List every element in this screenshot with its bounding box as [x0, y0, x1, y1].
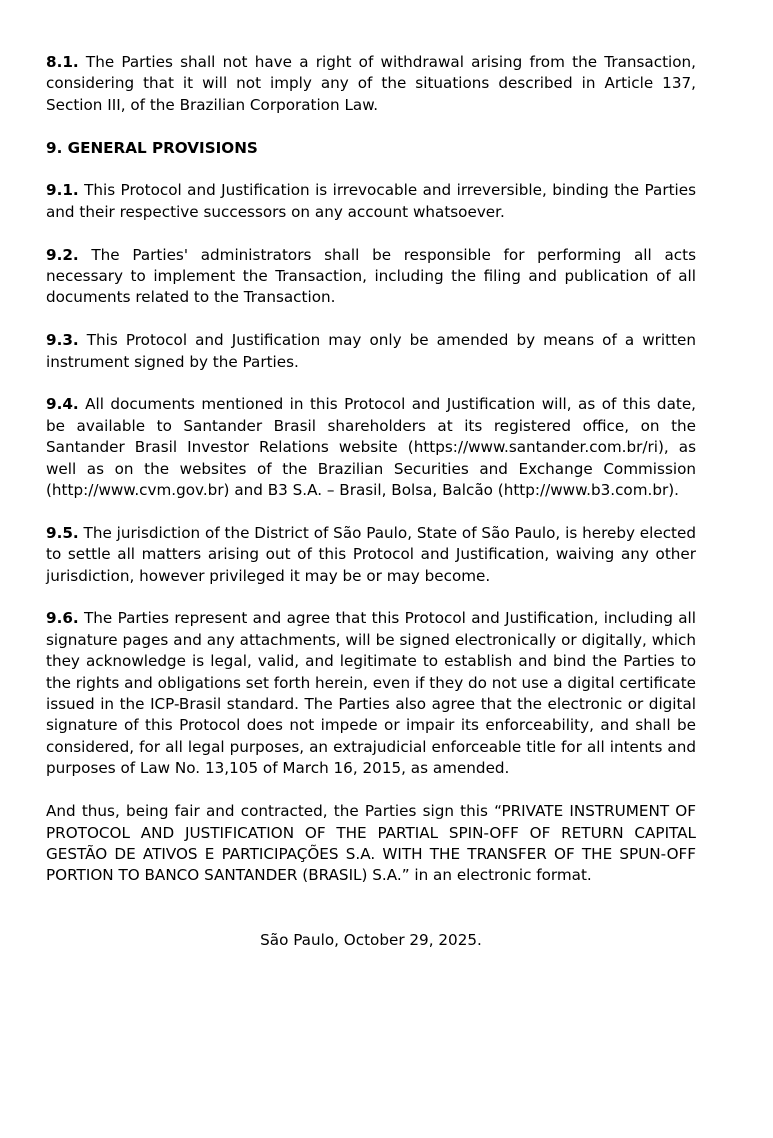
provision-number: 9.5.: [46, 523, 79, 542]
provision-text: All documents mentioned in this Protocol and Justification will, as of this date, be available to Santander Brasil shareholders at its registered office, on the Santander Brasil Investor Relations website (https://www.santander.com.br/ri), as well as on the websites of the Brazilian Securities and Exchange Commission (http://www.cvm.gov.br) and B3 S.A. – Brasil, Bolsa, Balcão (http://www.b3.com.br).: [46, 395, 697, 500]
section-8-1: [46, 52, 696, 116]
provision-9-3: [46, 330, 696, 373]
provision-text: The jurisdiction of the District of São Paulo, State of São Paulo, is hereby elected to settle all matters arising out of this Protocol and Justification, waiving any other jurisdiction, however privileged it may be or may become.: [46, 523, 697, 585]
provision-9-2: [46, 245, 696, 309]
provision-number: 9.2.: [46, 245, 79, 264]
date-line: São Paulo, October 29, 2025.: [260, 930, 482, 949]
provision-number: 9.4.: [46, 395, 79, 414]
provision-9-5: [46, 523, 696, 587]
provision-number: 9.1.: [46, 181, 79, 200]
closing-paragraph: And thus, being fair and contracted, the Parties sign this “PRIVATE INSTRUMENT OF PROTOCOL AND JUSTIFICATION OF THE PARTIAL SPIN-OFF OF RETURN CAPITAL GESTÃO DE ATIVOS E PARTICIPAÇÕES S.A. WITH THE TRANSFER OF THE SPUN-OFF PORTION TO BANCO SANTANDER (BRASIL) S.A.” in an electronic format.: [46, 802, 696, 885]
provision-9-1: [46, 180, 696, 223]
provision-text: The Parties represent and agree that this Protocol and Justification, including all signature pages and any attachments, will be signed electronically or digitally, which they acknowledge is legal, valid, and legitimate to establish and bind the Parties to the rights and obligations set forth herein, even if they do not use a digital certificate issued in the ICP-Brasil standard. The Parties also agree that the electronic or digital signature of this Protocol does not impede or impair its enforceability, and shall be considered, for all legal purposes, an extrajudicial enforceable title for all intents and purposes of Law No. 13,105 of March 16, 2015, as amended.: [46, 609, 697, 778]
provision-9-6: [46, 608, 696, 779]
provision-number: 9.6.: [46, 609, 79, 628]
provision-number: 9.3.: [46, 331, 79, 350]
section-number: 8.1.: [46, 53, 79, 71]
provision-text: This Protocol and Justification is irrevocable and irreversible, binding the Parties and their respective successors on any account whatsoever.: [46, 181, 697, 221]
document-page: [46, 52, 696, 951]
provision-text: The Parties' administrators shall be responsible for performing all acts necessary to implement the Transaction, including the filing and publication of all documents related to the Transaction.: [46, 245, 696, 307]
section-text: The Parties shall not have a right of withdrawal arising from the Transaction, considering that it will not imply any of the situations described in Article 137, Section III, of the Brazilian Corporation Law.: [46, 53, 696, 114]
provision-text: This Protocol and Justification may only be amended by means of a written instrument signed by the Parties.: [46, 331, 696, 371]
provision-9-4: [46, 394, 696, 501]
section-heading: 9. GENERAL PROVISIONS: [46, 138, 258, 157]
